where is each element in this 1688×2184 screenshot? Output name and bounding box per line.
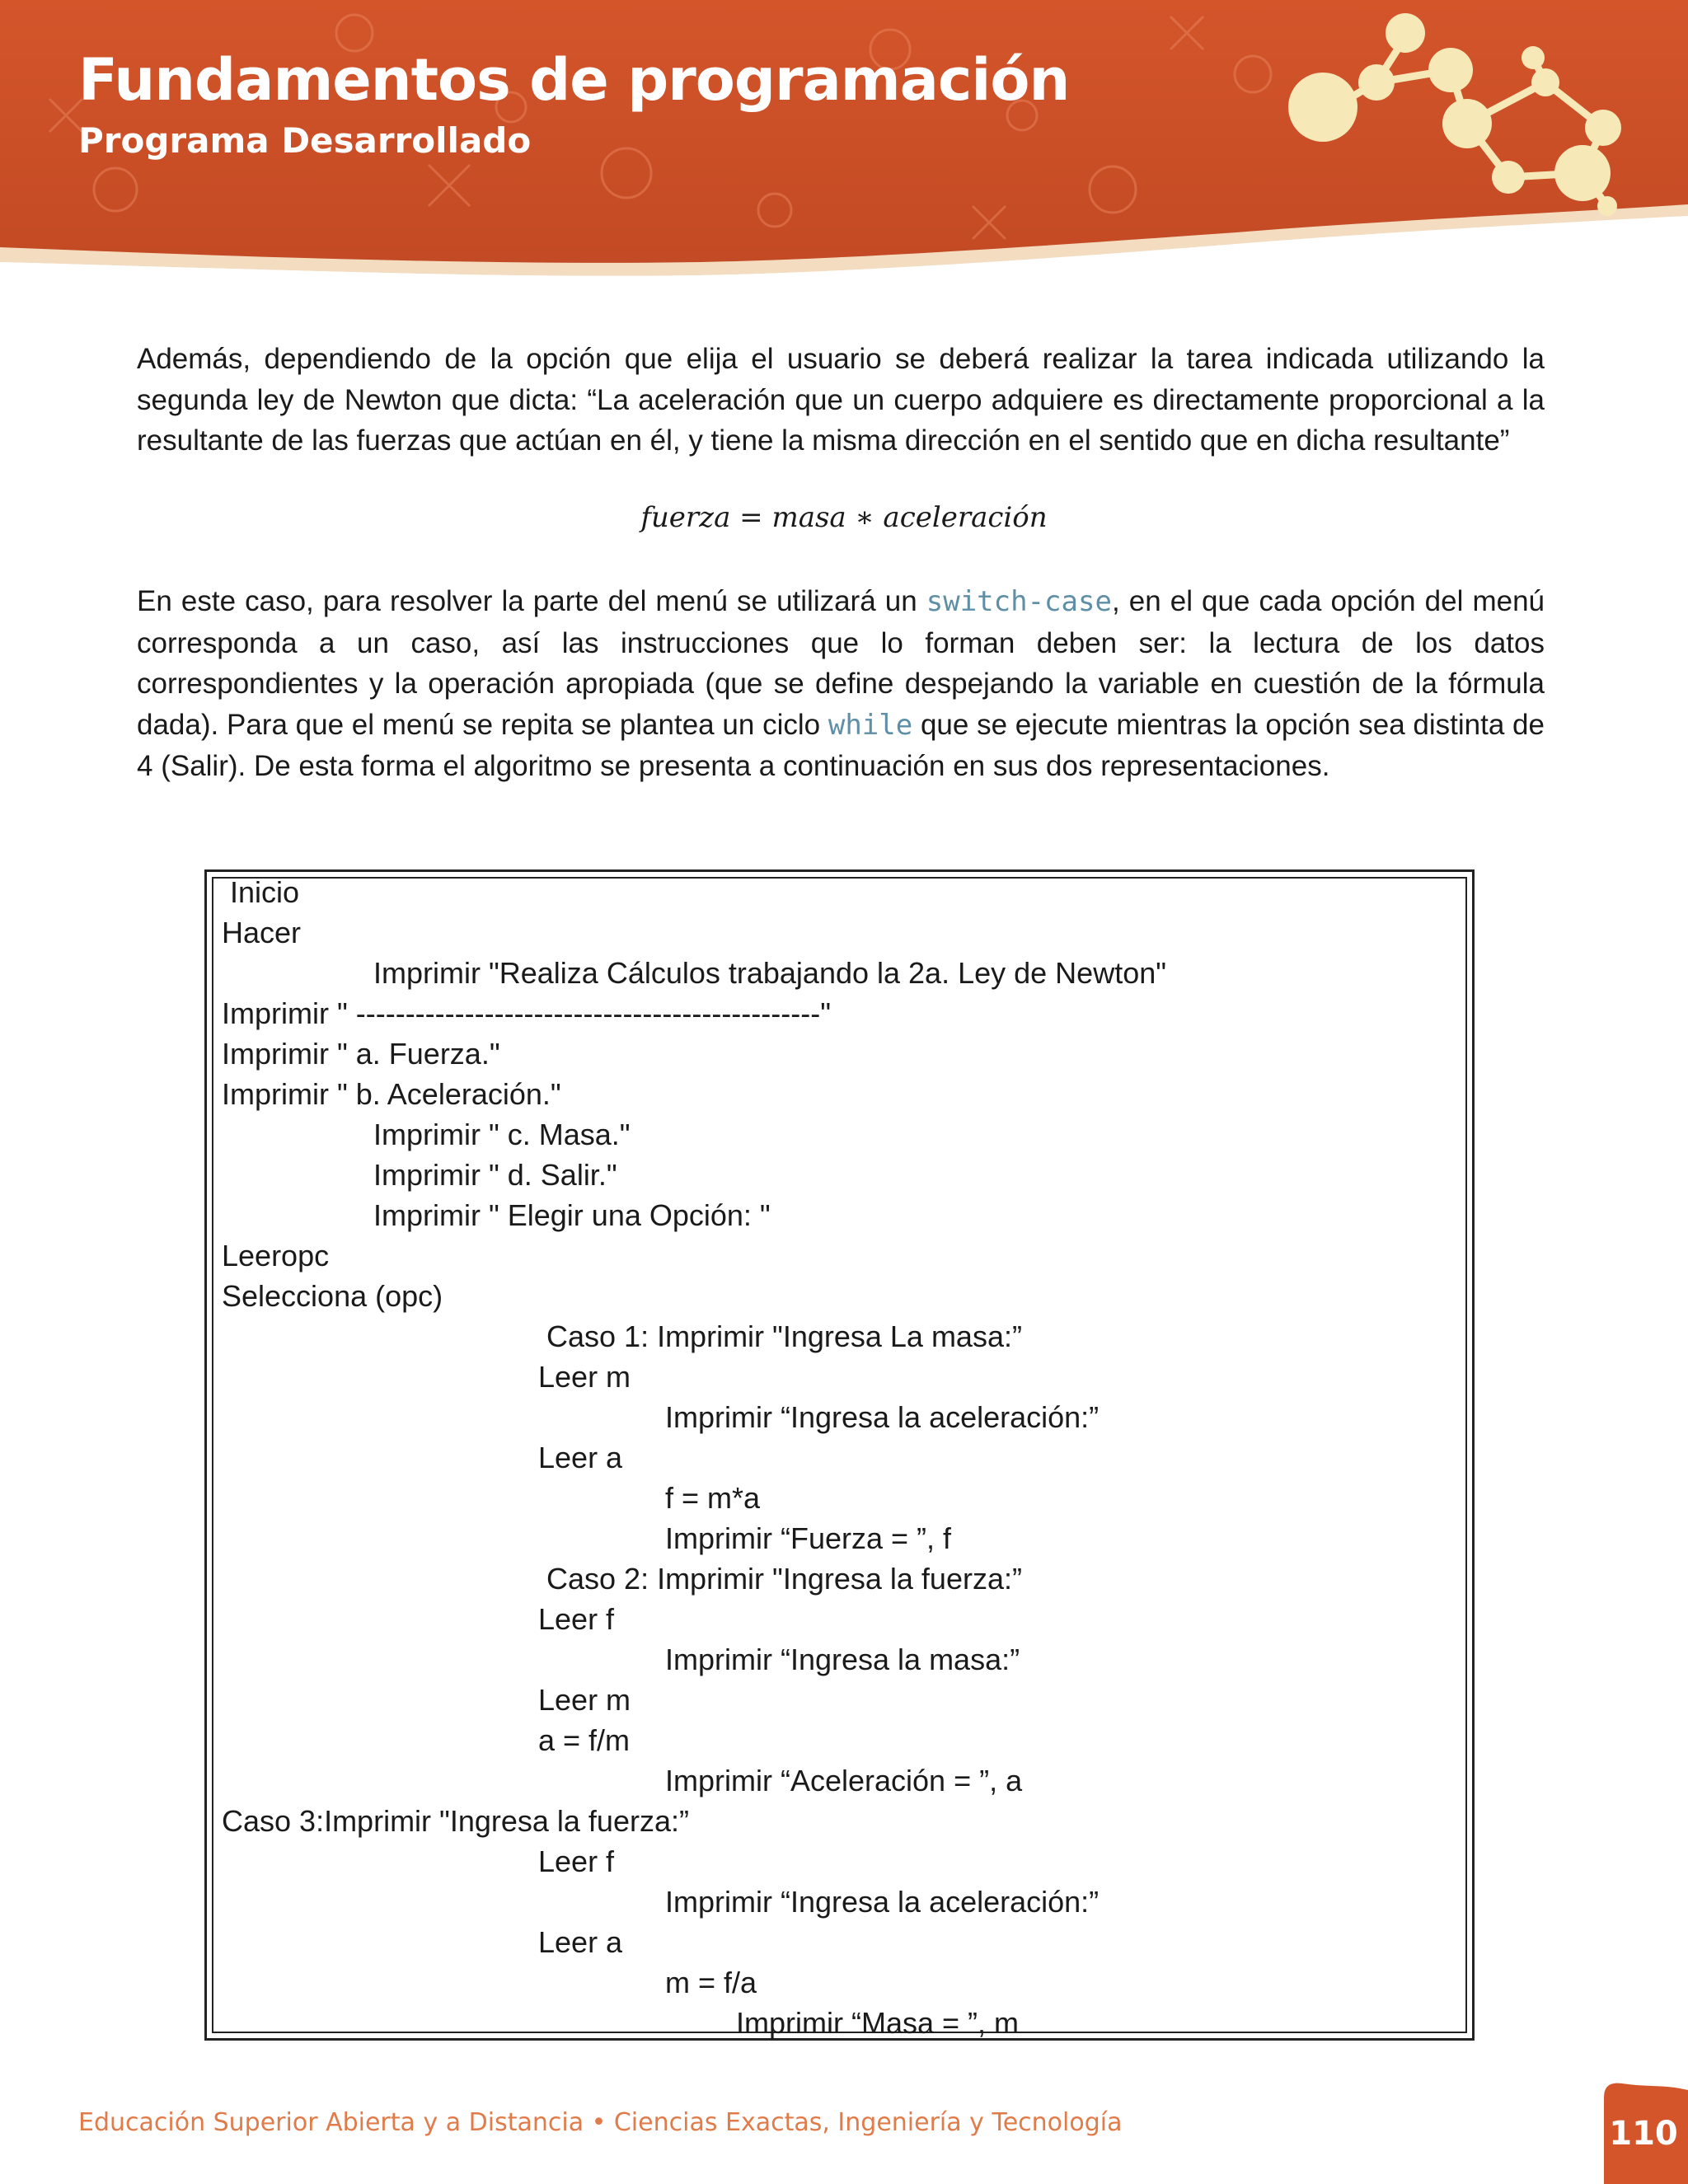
pseudocode-line: Leer m xyxy=(538,1683,631,1717)
header-banner xyxy=(0,0,1688,288)
pseudocode-line: Imprimir " Elegir una Opción: " xyxy=(373,1198,771,1232)
pseudocode-line: Selecciona (opc) xyxy=(222,1279,443,1313)
paragraph-text: En este caso, para resolver la parte del menú se utilizará un xyxy=(137,585,926,617)
pseudocode-line: Leer a xyxy=(538,1925,623,1959)
pseudocode-line: Leeropc xyxy=(222,1239,330,1272)
pseudocode-line: m = f/a xyxy=(665,1966,757,1999)
formula: fuerza = masa ∗ aceleración xyxy=(640,501,1048,534)
paragraph-newton-law: Además, dependiendo de la opción que elija el usuario se deberá realizar la tarea indicada utilizando la segunda ley de Newton que dicta: “La aceleración que un cuerpo adquiere es directamente proporcional a la resultante de las fuerzas que actúan en él, y tiene la misma dirección en el sentido que en dicha resultante” xyxy=(137,343,1545,457)
document-title: Fundamentos de programación xyxy=(78,46,1070,114)
page-number: 110 xyxy=(1609,2115,1678,2153)
pseudocode-line: Imprimir " -----------------------------------------------" xyxy=(222,996,831,1030)
pseudocode-line: Leer f xyxy=(538,1602,615,1636)
document-subtitle: Programa Desarrollado xyxy=(78,120,532,161)
pseudocode-line: Imprimir “Ingresa la aceleración:” xyxy=(665,1885,1100,1919)
paragraph-switch-case xyxy=(137,581,1545,787)
pseudocode-line: Hacer xyxy=(222,916,302,949)
paragraph-text: que se ejecute mientras la opción sea distinta de 4 (Salir). De esta forma el algoritmo se presenta a continuación en sus dos representaciones. xyxy=(137,708,1545,782)
pseudocode-line: Imprimir " d. Salir." xyxy=(373,1158,617,1192)
pseudocode-line: Imprimir " b. Aceleración." xyxy=(222,1077,561,1111)
pseudocode-line: Imprimir “Ingresa la aceleración:” xyxy=(665,1400,1100,1434)
pseudocode-line: f = m*a xyxy=(665,1481,761,1515)
pseudocode-line: Caso 3:Imprimir "Ingresa la fuerza:” xyxy=(222,1804,689,1838)
pseudocode-line: Imprimir " a. Fuerza." xyxy=(222,1037,500,1071)
pseudocode-line: Caso 1: Imprimir "Ingresa La masa:” xyxy=(538,1319,1022,1353)
pseudocode-line: Leer m xyxy=(538,1360,631,1394)
pseudocode-line: Imprimir "Realiza Cálculos trabajando la 2a. Ley de Newton" xyxy=(373,956,1167,990)
footer-institution-text: Educación Superior Abierta y a Distancia • Ciencias Exactas, Ingeniería y Tecnología xyxy=(78,2108,1123,2137)
pseudocode-line: Inicio xyxy=(222,875,300,909)
pseudocode-line: Imprimir " c. Masa." xyxy=(373,1118,631,1151)
paragraph-text: , en el que cada opción del menú corresponda a un caso, así las instrucciones que lo forman deben ser: la lectura de los datos correspondientes y la operación apropiada (que se define despejando la variable en cuestión de la fórmula dada). Para que el menú se repita se plantea un ciclo xyxy=(137,585,1545,741)
pseudocode-line: Caso 2: Imprimir "Ingresa la fuerza:” xyxy=(538,1562,1022,1596)
pseudocode-line: Leer f xyxy=(538,1844,615,1878)
code-keyword-switch-case: switch-case xyxy=(926,585,1112,618)
pseudocode-line: Imprimir “Fuerza = ”, f xyxy=(665,1521,952,1555)
pseudocode-line: Leer a xyxy=(538,1441,623,1474)
pseudocode-line: Imprimir “Ingresa la masa:” xyxy=(665,1643,1020,1676)
pseudocode-line: a = f/m xyxy=(538,1723,631,1757)
pseudocode-line: Imprimir “Aceleración = ”, a xyxy=(665,1764,1023,1797)
pseudocode-line: Imprimir “Masa = ”, m xyxy=(736,2006,1020,2040)
code-keyword-while: while xyxy=(828,708,913,742)
